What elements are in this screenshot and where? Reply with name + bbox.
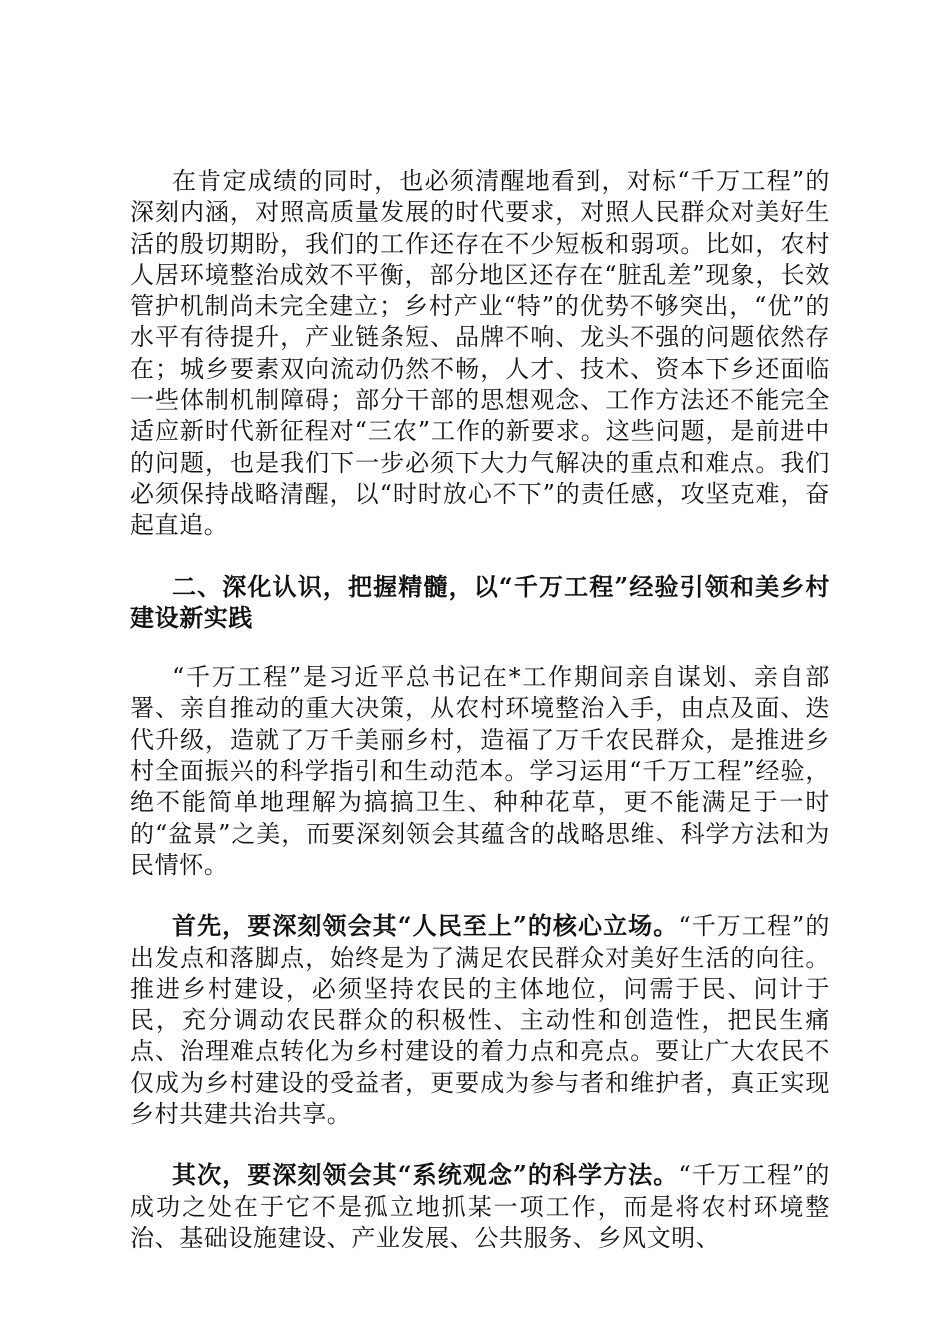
paragraph-system-view: [130, 1159, 830, 1254]
paragraph-body-people-first: “千万工程”的出发点和落脚点，始终是为了满足农民群众对美好生活的向往。推进乡村建设，必须坚持农民的主体地位，问需于民、问计于民，充分调动农民群众的积极性、主动性和创造性，把民生痛点、治理难点转化为乡村建设的着力点和亮点。要让广大农民不仅成为乡村建设的受益者，更要成为参与者和维护者，真正实现乡村共建共治共享。: [130, 912, 830, 1129]
paragraph-lead-people-first: 首先，要深刻领会其“人民至上”的核心立场。: [172, 911, 679, 941]
paragraph-qianwan-intro: “千万工程”是习近平总书记在*工作期间亲自谋划、亲自部署、亲自推动的重大决策，从农村环境整治入手，由点及面、迭代升级，造就了万千美丽乡村，造福了万千农民群众，是推进乡村全面振兴的科学指引和生动范本。学习运用“千万工程”经验，绝不能简单地理解为搞搞卫生、种种花草，更不能满足于一时的“盆景”之美，而要深刻领会其蕴含的战略思维、科学方法和为民情怀。: [130, 663, 830, 879]
paragraph-shortcomings: 在肯定成绩的同时，也必须清醒地看到，对标“千万工程”的深刻内涵，对照高质量发展的时代要求，对照人民群众对美好生活的殷切期盼，我们的工作还存在不少短板和弱项。比如，农村人居环境整治成效不平衡，部分地区还存在“脏乱差”现象，长效管护机制尚未完全建立；乡村产业“特”的优势不够突出，“优”的水平有待提升，产业链条短、品牌不响、龙头不强的问题依然存在；城乡要素双向流动仍然不畅，人才、技术、资本下乡还面临一些体制机制障碍；部分干部的思想观念、工作方法还不能完全适应新时代新征程对“三农”工作的新要求。这些问题，是前进中的问题，也是我们下一步必须下大力气解决的重点和难点。我们必须保持战略清醒，以“时时放心不下”的责任感，攻坚克难，奋起直追。: [130, 167, 830, 540]
paragraph-lead-system-view: 其次，要深刻领会其“系统观念”的科学方法。: [172, 1160, 679, 1190]
paragraph-body-system-view: “千万工程”的成功之处在于它不是孤立地抓某一项工作，而是将农村环境整治、基础设施建设、产业发展、公共服务、乡风文明、: [130, 1161, 830, 1252]
paragraph-people-first: [130, 910, 830, 1130]
section-heading-2: 二、深化认识，把握精髓，以“千万工程”经验引领和美乡村建设新实践: [130, 571, 830, 632]
document-page: [130, 166, 830, 1283]
